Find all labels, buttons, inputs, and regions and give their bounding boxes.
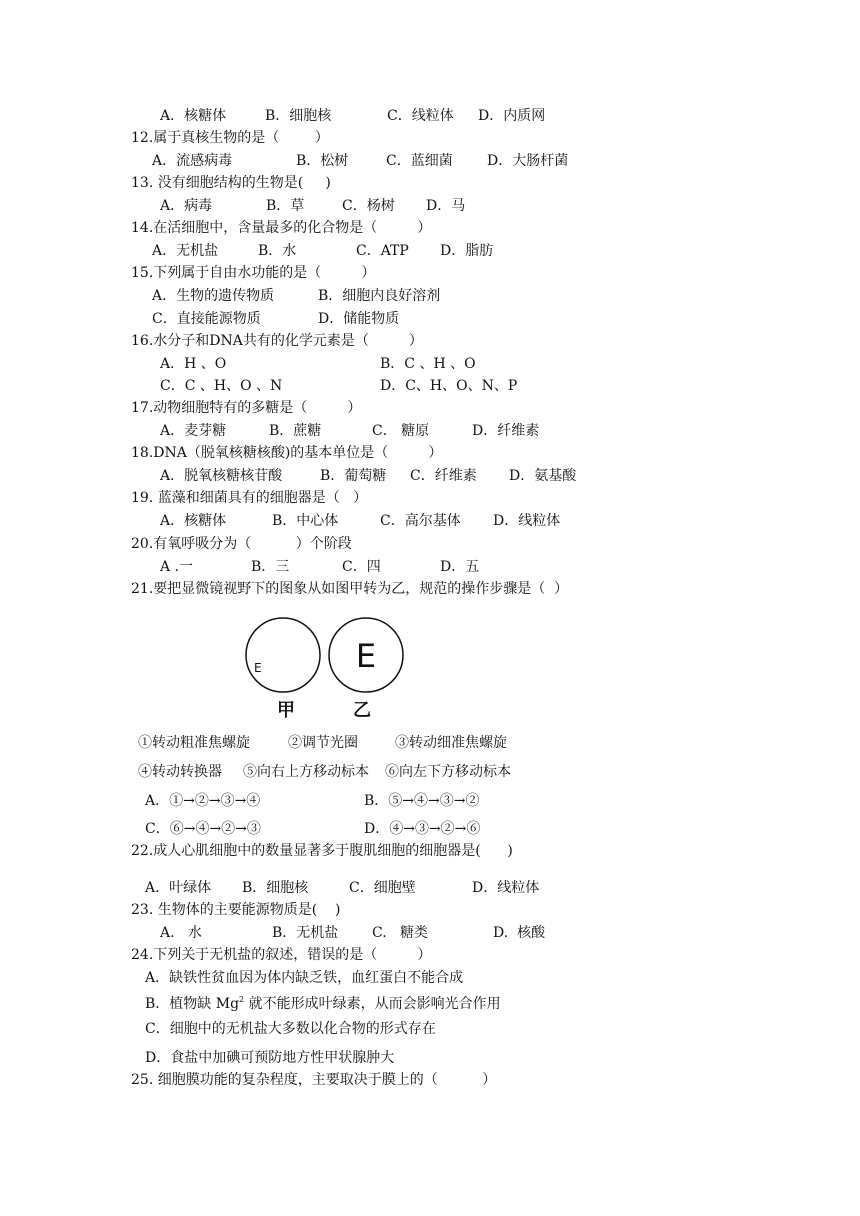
q18-option-a: A．脱氧核糖核苷酸 bbox=[160, 468, 283, 484]
q22-option-c: C．细胞壁 bbox=[349, 880, 416, 896]
q23-stem: 23. 生物体的主要能源物质是( ) bbox=[131, 902, 341, 918]
q24-option-d: D．食盐中加碘可预防地方性甲状腺肿大 bbox=[145, 1050, 395, 1066]
q20-option-d: D．五 bbox=[440, 559, 480, 575]
microscope-view-figure bbox=[240, 612, 410, 722]
small-e-letter: E bbox=[254, 661, 262, 675]
q19-option-c: C．高尔基体 bbox=[380, 513, 461, 529]
q13-option-b: B．草 bbox=[266, 198, 305, 214]
view-jia-circle bbox=[246, 618, 320, 692]
q21-stem: 21.要把显微镜视野下的图象从如图甲转为乙，规范的操作步骤是（ ） bbox=[131, 581, 569, 597]
q17-option-d: D．纤维素 bbox=[472, 423, 540, 439]
q23-option-b: B．无机盐 bbox=[272, 925, 339, 941]
q22-option-d: D．线粒体 bbox=[472, 880, 540, 896]
q18-stem: 18.DNA（脱氧核糖核酸)的基本单位是（ ） bbox=[131, 445, 443, 461]
q20-stem: 20.有氧呼吸分为（ ）个阶段 bbox=[131, 536, 352, 552]
q21-option-d: D．④→③→②→⑥ bbox=[364, 821, 481, 837]
q12-stem: 12.属于真核生物的是（ ） bbox=[131, 130, 329, 146]
q12-option-b: B．松树 bbox=[296, 153, 349, 169]
q22-option-b: B．细胞核 bbox=[242, 880, 309, 896]
q19-stem: 19. 蓝藻和细菌具有的细胞器是（ ） bbox=[131, 490, 368, 506]
q19-option-b: B．中心体 bbox=[272, 513, 339, 529]
q21-option-b: B．⑤→④→③→② bbox=[364, 793, 480, 809]
q18-option-c: C．纤维素 bbox=[410, 468, 477, 484]
q11-option-a: A．核糖体 bbox=[160, 108, 227, 124]
q16-option-a: A．H 、O bbox=[160, 356, 227, 372]
q20-option-a: A .一 bbox=[160, 559, 194, 575]
q23-option-d: D. 核酸 bbox=[493, 925, 546, 941]
q25-stem: 25. 细胞膜功能的复杂程度，主要取决于膜上的（ ） bbox=[131, 1072, 497, 1088]
q22-stem: 22.成人心肌细胞中的数量显著多于腹肌细胞的细胞器是( ) bbox=[131, 843, 513, 859]
q13-option-d: D．马 bbox=[426, 198, 466, 214]
q16-option-d: D．C、H、O、N、P bbox=[380, 378, 518, 394]
q23-option-a: A. 水 bbox=[160, 925, 202, 941]
q21-step-2: ②调节光圈 bbox=[288, 735, 358, 751]
label-jia: 甲 bbox=[277, 700, 295, 721]
q21-option-c: C．⑥→④→②→③ bbox=[145, 821, 261, 837]
q18-option-d: D．氨基酸 bbox=[509, 468, 577, 484]
q13-option-c: C．杨树 bbox=[342, 198, 395, 214]
q21-step-3: ③转动细准焦螺旋 bbox=[395, 735, 507, 751]
q14-stem: 14.在活细胞中，含量最多的化合物是（ ） bbox=[131, 220, 432, 236]
q16-option-b: B．C 、H 、O bbox=[380, 356, 476, 372]
q17-stem: 17.动物细胞特有的多糖是（ ） bbox=[131, 400, 362, 416]
large-e-letter: E bbox=[355, 637, 377, 675]
q11-option-c: C．线粒体 bbox=[387, 108, 454, 124]
q22-option-a: A．叶绿体 bbox=[145, 880, 212, 896]
q15-stem: 15.下列属于自由水功能的是（ ） bbox=[131, 265, 376, 281]
q18-option-b: B．葡萄糖 bbox=[320, 468, 387, 484]
q15-option-b: B．细胞内良好溶剂 bbox=[318, 288, 441, 304]
q15-option-c: C．直接能源物质 bbox=[152, 311, 261, 327]
q17-option-b: B．蔗糖 bbox=[269, 423, 322, 439]
q14-option-b: B．水 bbox=[258, 243, 297, 259]
q24-option-a: A．缺铁性贫血因为体内缺乏铁，血红蛋白不能合成 bbox=[145, 970, 464, 986]
q13-option-a: A．病毒 bbox=[160, 198, 213, 214]
q24-stem: 24.下列关于无机盐的叙述，错误的是（ ） bbox=[131, 947, 432, 963]
q12-option-c: C．蓝细菌 bbox=[386, 153, 453, 169]
q12-option-d: D．大肠杆菌 bbox=[487, 153, 569, 169]
q14-option-c: C．ATP bbox=[356, 243, 409, 259]
q11-option-b: B．细胞核 bbox=[265, 108, 332, 124]
q20-option-b: B．三 bbox=[251, 559, 290, 575]
q14-option-d: D．脂肪 bbox=[440, 243, 494, 259]
q19-option-d: D．线粒体 bbox=[493, 513, 561, 529]
q16-stem: 16.水分子和DNA共有的化学元素是（ ） bbox=[131, 333, 423, 349]
q20-option-c: C．四 bbox=[342, 559, 381, 575]
q21-step-6: ⑥向左下方移动标本 bbox=[385, 764, 511, 780]
q12-option-a: A．流感病毒 bbox=[152, 153, 233, 169]
q24-option-c: C．细胞中的无机盐大多数以化合物的形式存在 bbox=[145, 1021, 436, 1037]
q21-step-5: ⑤向右上方移动标本 bbox=[243, 764, 369, 780]
q15-option-d: D．储能物质 bbox=[318, 311, 400, 327]
q23-option-c: C. 糖类 bbox=[372, 925, 429, 941]
label-yi: 乙 bbox=[353, 700, 371, 721]
q21-step-1: ①转动粗准焦螺旋 bbox=[138, 735, 250, 751]
q19-option-a: A．核糖体 bbox=[160, 513, 227, 529]
q16-option-c: C．C 、H、O 、N bbox=[160, 378, 283, 394]
q13-stem: 13. 没有细胞结构的生物是( ) bbox=[131, 175, 331, 191]
q15-option-a: A．生物的遗传物质 bbox=[152, 288, 275, 304]
q21-option-a: A．①→②→③→④ bbox=[145, 793, 261, 809]
q24-option-b: B．植物缺 Mg$^2$ 就不能形成叶绿素，从而会影响光合作用 bbox=[145, 995, 501, 1012]
q17-option-a: A．麦芽糖 bbox=[160, 423, 227, 439]
q17-option-c: C． 糖原 bbox=[372, 423, 430, 439]
q11-option-d: D．内质网 bbox=[478, 108, 546, 124]
q14-option-a: A．无机盐 bbox=[152, 243, 219, 259]
q21-step-4: ④转动转换器 bbox=[138, 764, 222, 780]
